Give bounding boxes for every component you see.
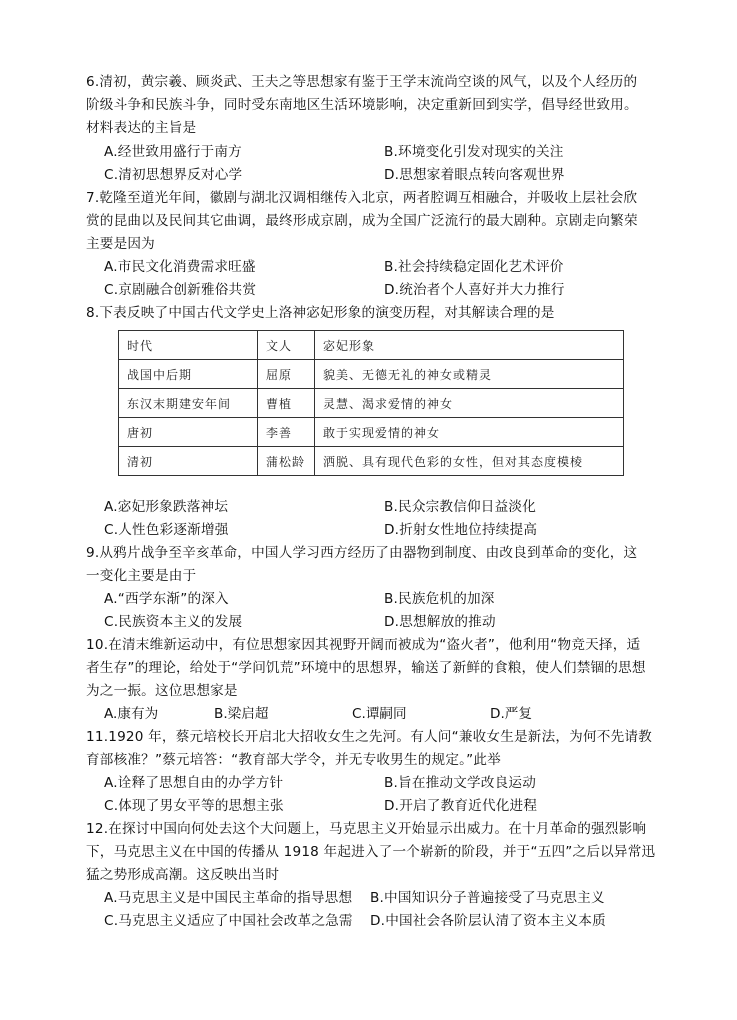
q8-option-d: D.折射女性地位持续提高 [384, 522, 538, 538]
q7-option-b: B.社会持续稳定固化艺术评价 [384, 259, 564, 275]
q6-stem-line-3: 材料表达的主旨是 [86, 120, 197, 136]
q11-stem-line-1: 11.1920 年，蔡元培校长开启北大招收女生之先河。有人问“兼收女生是新法，为何不先请教 [86, 729, 652, 745]
table-row [119, 418, 624, 447]
q6-option-b: B.环境变化引发对现实的关注 [384, 144, 564, 160]
q6-option-d: D.思想家着眼点转向客观世界 [384, 167, 565, 183]
q12-option-b: B.中国知识分子普遍接受了马克思主义 [370, 890, 605, 906]
q10-option-a: A.康有为 [104, 706, 159, 722]
table-cell: 貌美、无德无礼的神女或精灵 [315, 360, 624, 389]
q11-option-d: D.开启了教育近代化进程 [384, 798, 538, 814]
q7-option-a: A.市民文化消费需求旺盛 [104, 259, 256, 275]
q10-stem-line-1: 10.在清末维新运动中，有位思想家因其视野开阔而被成为“盗火者”，他利用“物竞天择，适 [86, 637, 641, 653]
table-row [119, 360, 624, 389]
q8-table [118, 330, 624, 476]
table-cell: 东汉末期建安年间 [119, 389, 258, 418]
q6-option-c: C.清初思想界反对心学 [104, 167, 243, 183]
q6-stem-line-2: 阶级斗争和民族斗争，同时受东南地区生活环境影响，决定重新回到实学，倡导经世致用。 [86, 97, 638, 113]
table-cell: 灵慧、渴求爱情的神女 [315, 389, 624, 418]
q12-option-a: A.马克思主义是中国民主革命的指导思想 [104, 890, 353, 906]
table-header-cell: 文人 [258, 331, 315, 360]
q10-stem-line-3: 为之一振。这位思想家是 [86, 683, 238, 699]
table-row [119, 389, 624, 418]
q7-stem-line-2: 赏的昆曲以及民间其它曲调，最终形成京剧，成为全国广泛流行的最大剧种。京剧走向繁荣 [86, 213, 638, 229]
table-cell: 李善 [258, 418, 315, 447]
q11-option-a: A.诠释了思想自由的办学方针 [104, 775, 284, 791]
q10-stem-line-2: 者生存”的理论，给处于“学问饥荒”环境中的思想界，输送了新鲜的食粮，使人们禁锢的思想 [86, 660, 646, 676]
q9-option-c: C.民族资本主义的发展 [104, 614, 243, 630]
q11-option-b: B.旨在推动文学改良运动 [384, 775, 536, 791]
table-cell: 曹植 [258, 389, 315, 418]
q12-stem-line-2: 下，马克思主义在中国的传播从 1918 年起进入了一个崭新的阶段，并于“五四”之后以异常迅 [86, 844, 656, 860]
q12-option-d: D.中国社会各阶层认清了资本主义本质 [370, 913, 606, 929]
table-cell: 战国中后期 [119, 360, 258, 389]
q9-option-a: A.“西学东渐”的深入 [104, 591, 229, 607]
table-cell: 蒲松龄 [258, 447, 315, 476]
q11-option-c: C.体现了男女平等的思想主张 [104, 798, 284, 814]
q8-option-a: A.宓妃形象跌落神坛 [104, 499, 229, 515]
q6-stem-line-1: 6.清初，黄宗羲、顾炎武、王夫之等思想家有鉴于王学末流尚空谈的风气，以及个人经历的 [86, 74, 638, 90]
q12-stem-line-1: 12.在探讨中国向何处去这个大问题上，马克思主义开始显示出威力。在十月革命的强烈影响 [86, 821, 647, 837]
table-cell: 洒脱、具有现代色彩的女性，但对其态度模棱 [315, 447, 624, 476]
table-cell: 敢于实现爱情的神女 [315, 418, 624, 447]
q9-stem-line-1: 9.从鸦片战争至辛亥革命，中国人学习西方经历了由器物到制度、由改良到革命的变化，这 [86, 545, 638, 561]
q10-option-c: C.谭嗣同 [352, 706, 407, 722]
q10-option-d: D.严复 [490, 706, 532, 722]
q9-stem-line-2: 一变化主要是由于 [86, 568, 197, 584]
q9-option-d: D.思想解放的推动 [384, 614, 496, 630]
q11-stem-line-2: 育部核准？”蔡元培答：“教育部大学令，并无专收男生的规定。”此举 [86, 752, 501, 768]
q10-option-b: B.梁启超 [214, 706, 269, 722]
table-header-row [119, 331, 624, 360]
table-cell: 唐初 [119, 418, 258, 447]
table-cell: 清初 [119, 447, 258, 476]
table-header-cell: 时代 [119, 331, 258, 360]
q9-option-b: B.民族危机的加深 [384, 591, 495, 607]
table-cell: 屈原 [258, 360, 315, 389]
q6-option-a: A.经世致用盛行于南方 [104, 144, 242, 160]
q7-stem-line-1: 7.乾隆至道光年间，徽剧与湖北汉调相继传入北京，两者腔调互相融合，并吸收上层社会欣 [86, 190, 638, 206]
q8-option-c: C.人性色彩逐渐增强 [104, 522, 229, 538]
table-row [119, 447, 624, 476]
q7-option-c: C.京剧融合创新雅俗共赏 [104, 282, 257, 298]
q8-stem-line-1: 8.下表反映了中国古代文学史上洛神宓妃形象的演变历程，对其解读合理的是 [86, 305, 555, 321]
q7-option-d: D.统治者个人喜好并大力推行 [384, 282, 565, 298]
q12-stem-line-3: 猛之势形成高潮。这反映出当时 [86, 867, 280, 883]
q7-stem-line-3: 主要是因为 [86, 236, 155, 252]
table-header-cell: 宓妃形象 [315, 331, 624, 360]
q8-option-b: B.民众宗教信仰日益淡化 [384, 499, 536, 515]
q12-option-c: C.马克思主义适应了中国社会改革之急需 [104, 913, 353, 929]
